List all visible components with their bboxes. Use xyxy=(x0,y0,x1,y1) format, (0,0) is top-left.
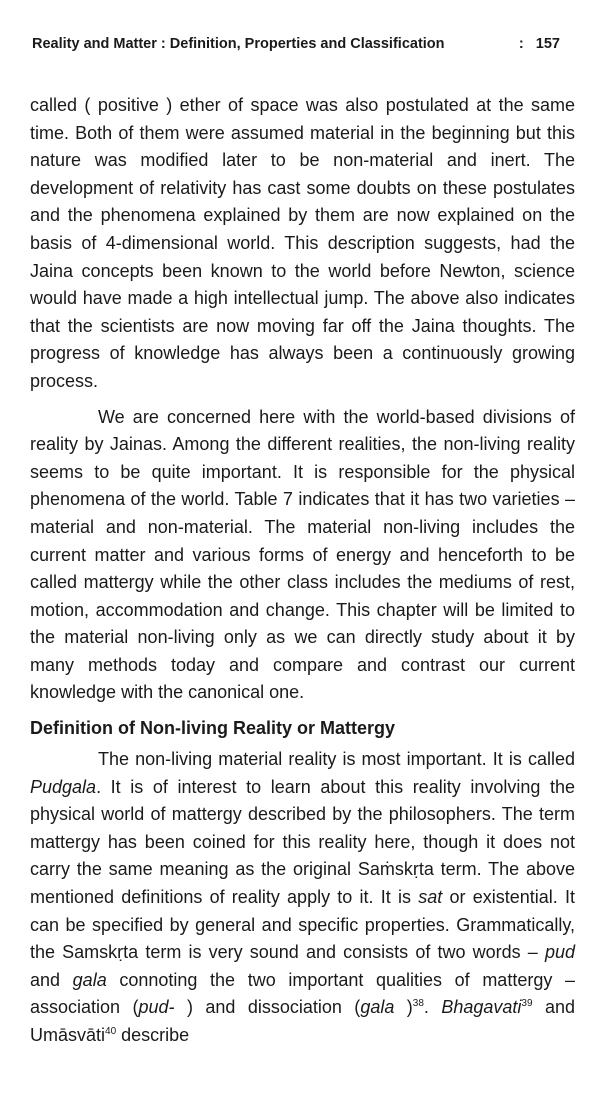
term-pud: pud xyxy=(544,942,575,963)
footnote-ref-38: 38 xyxy=(412,998,424,1010)
paragraph-1: called ( positive ) ether of space was also postulated at the same time. Both of them were assumed material in the beginning but this nature was modified later to be non-material and inert. The development of relativity has cast some doubts on these postulates and the phenomena explained by them are now explained on the basis of 4-dimensional world. This description suggests, had the Jaina concepts been known to the world before Newton, science would have made a high intellectual jump. The above also indicates that the scientists are now moving far off the Jaina thoughts. The progress of knowledge has always been a continuously growing process. xyxy=(30,95,575,391)
term-gala-2: gala xyxy=(360,997,395,1018)
term-sat: sat xyxy=(418,887,443,908)
paragraph-3: The non-living material reality is most important. It is called Pudgala. It is of interest to learn about this reality involving the physical world of mattergy described by the philosophers. The term mattergy has been coined for this reality here, though it does not carry the same meaning as the original Saṁskṛta term. The above mentioned definitions of reality apply to it. It is sat or existential. It can be specified by general and specific properties. Grammatically, the Samskṛta term is very sound and consists of two words – pud and gala connoting the two important qualities of mattergy – association (pud- ) and dissociation (gala )$^{38}$. Bhagavati$^{39}$ and Umāsvāti$^{40}$ describe xyxy=(30,749,575,1045)
header-separator: : xyxy=(518,36,524,52)
term-gala: gala xyxy=(72,969,107,990)
chapter-title: Reality and Matter : Definition, Properties and Classification xyxy=(32,36,445,52)
running-header xyxy=(32,36,560,52)
term-pud-dash: pud- xyxy=(138,997,175,1018)
body-text xyxy=(30,92,575,1050)
footnote-ref-39: 39 xyxy=(521,998,533,1010)
page-number: 157 xyxy=(535,36,560,52)
term-pudgala: Pudgala xyxy=(30,776,97,797)
paragraph-2: We are concerned here with the world-based divisions of reality by Jainas. Among the different realities, the non-living reality seems to be quite important. It is responsible for the physical phenomena of the world. Table 7 indicates that it has two varieties – material and non-material. The material non-living includes the current matter and various forms of energy and henceforth to be called mattergy while the other class includes the mediums of rest, motion, accommodation and change. This chapter will be limited to the material non-living only as we can directly study about it by many methods today and compare and contrast our current knowledge with the canonical one. xyxy=(30,406,575,703)
section-heading: Definition of Non-living Reality or Mattergy xyxy=(30,718,396,739)
header-page-info xyxy=(519,36,560,52)
footnote-ref-40: 40 xyxy=(105,1026,117,1037)
term-bhagavati: Bhagavati xyxy=(441,997,522,1018)
